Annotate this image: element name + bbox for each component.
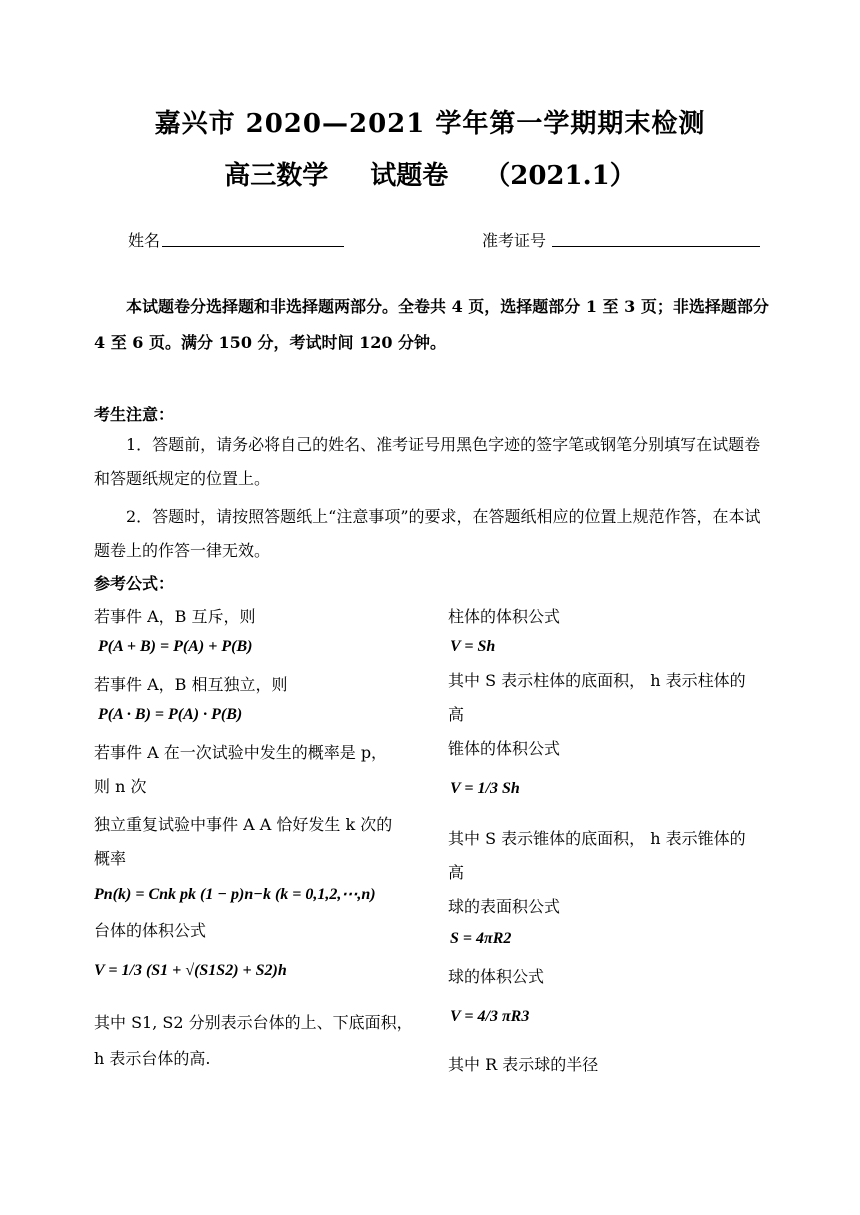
formula-text: h 表示台体的高. [94, 1049, 211, 1068]
formula-text: 概率 [94, 849, 127, 868]
name-field-line [162, 246, 344, 247]
notice-item-1: 1．答题前，请务必将自己的姓名、准考证号用黑色字迹的签字笔或钢笔分别填写在试题卷和答题纸规定的位置上。 [94, 435, 761, 488]
notice-item-2: 2．答题时，请按照答题纸上“注意事项”的要求，在答题纸相应的位置上规范作答，在本试题卷上的作答一律无效。 [94, 507, 761, 560]
formula-text: 高 [448, 705, 465, 724]
formula-binomial: Pn(k) = Cnk pk (1 − p)n−k (k = 0,1,2,⋯,n) [94, 886, 376, 903]
formula-text: 若事件 A 在一次试验中发生的概率是 p， [94, 743, 388, 762]
formula-independent: P(A · B) = P(A) · P(B) [98, 706, 243, 723]
formula-sphere-volume: V = 4/3 πR3 [450, 1008, 530, 1025]
id-field-line [552, 246, 760, 247]
exam-date-label: （2021.1） [484, 161, 636, 191]
formula-text: 柱体的体积公式 [448, 607, 561, 626]
notice-title: 考生注意： [94, 405, 175, 424]
formula-text: 高 [448, 863, 465, 882]
formula-text: 其中 R 表示球的半径 [448, 1055, 599, 1074]
paper-type-label: 试题卷 [370, 161, 449, 191]
formula-text: 若事件 A，B 互斥，则 [94, 607, 256, 626]
exam-intro: 本试题卷分选择题和非选择题两部分。全卷共 4 页，选择题部分 1 至 3 页；非选择题部分 4 至 6 页。满分 150 分，考试时间 120 分钟。 [94, 297, 769, 352]
formula-sphere-surface: S = 4πR2 [450, 930, 512, 947]
exam-subtitle [0, 155, 860, 192]
exam-title: 嘉兴市 2020—2021 学年第一学期期末检测 [154, 109, 706, 139]
formula-text: 其中 S 表示柱体的底面积， h 表示柱体的 [448, 671, 746, 690]
formula-text: 其中 S 表示锥体的底面积， h 表示锥体的 [448, 829, 746, 848]
formula-title: 参考公式： [94, 574, 175, 593]
id-label: 准考证号 [482, 231, 547, 250]
subject-label: 高三数学 [224, 161, 329, 191]
formula-mutually-exclusive: P(A + B) = P(A) + P(B) [98, 638, 253, 655]
formula-text: 其中 S1, S2 分别表示台体的上、下底面积， [94, 1013, 413, 1032]
formula-text: 若事件 A，B 相互独立，则 [94, 675, 288, 694]
formula-text: 球的体积公式 [448, 967, 545, 986]
formula-text: 球的表面积公式 [448, 897, 561, 916]
formula-prism-volume: V = Sh [450, 638, 496, 655]
formula-text: 锥体的体积公式 [448, 739, 561, 758]
name-label: 姓名 [128, 231, 161, 250]
formula-text: 则 n 次 [94, 777, 147, 796]
formula-pyramid-volume: V = 1/3 Sh [450, 780, 520, 797]
formula-frustum-volume: V = 1/3 (S1 + √(S1S2) + S2)h [94, 962, 287, 979]
formula-text: 独立重复试验中事件 A A 恰好发生 k 次的 [94, 815, 393, 834]
formula-text: 台体的体积公式 [94, 921, 207, 940]
